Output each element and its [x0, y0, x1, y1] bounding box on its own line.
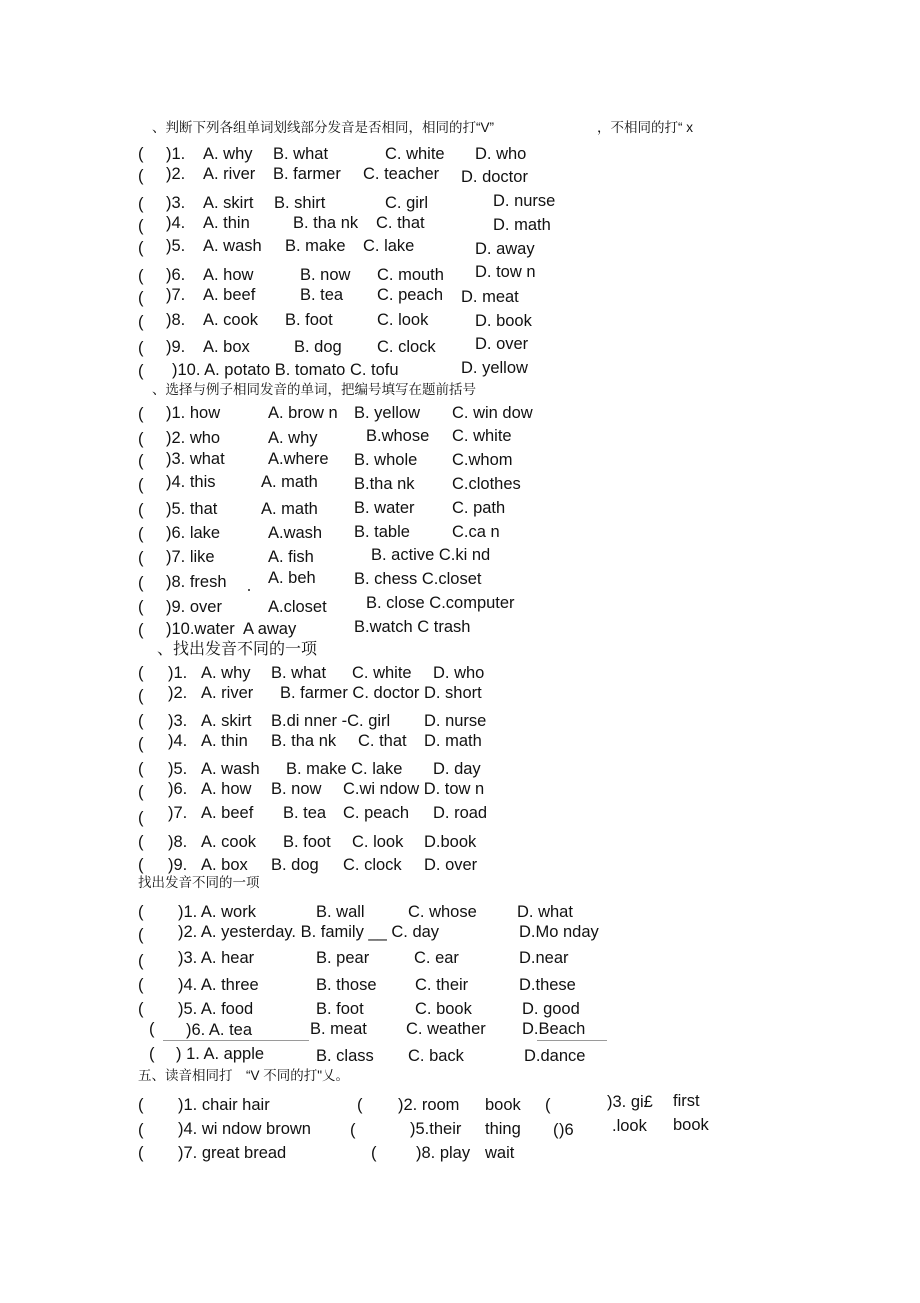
item-words: )2. room	[398, 1096, 460, 1114]
option-a: A. how	[203, 266, 254, 284]
item-words: )3. gi£	[607, 1093, 653, 1111]
answer-bracket[interactable]: (	[138, 549, 144, 567]
option-a: A. why	[201, 664, 251, 682]
option-a: A. brow n	[268, 404, 338, 422]
question-word: )4. this	[166, 473, 216, 491]
answer-bracket[interactable]: (	[138, 664, 144, 682]
question-word: )2. who	[166, 429, 221, 447]
answer-bracket[interactable]: (	[138, 339, 144, 357]
option-a: A. box	[201, 856, 248, 874]
option-b: B. meat	[310, 1020, 367, 1038]
option-c: C. win dow	[452, 404, 533, 422]
question-number: )5.	[166, 237, 186, 255]
option-b: B. yellow	[354, 404, 421, 422]
option-d: D. day	[433, 760, 481, 778]
option-a: A. wash	[201, 760, 260, 778]
option-c: C. weather	[406, 1020, 486, 1038]
answer-bracket[interactable]: (	[138, 598, 144, 616]
option-d: D.book	[424, 833, 477, 851]
option-c: C. that	[358, 732, 407, 750]
option-c: C. back	[408, 1047, 464, 1065]
answer-bracket[interactable]: (	[138, 525, 144, 543]
option-c: C. teacher	[363, 165, 440, 183]
option-d: D. who	[433, 664, 485, 682]
answer-bracket[interactable]: (	[138, 195, 144, 213]
option-a: A. beh	[268, 569, 316, 587]
underline	[163, 1040, 309, 1041]
option-c: C. whose	[408, 903, 477, 921]
option-d: D. nurse	[493, 192, 556, 210]
option-c: C. book	[415, 1000, 472, 1018]
answer-bracket[interactable]: (	[138, 145, 144, 163]
option-b: B. table	[354, 523, 410, 541]
question-number: )6.	[168, 780, 188, 798]
underline	[537, 1040, 607, 1041]
item-word: book	[673, 1116, 709, 1134]
option-b: B. tea	[300, 286, 344, 304]
question-number: )1.	[166, 145, 186, 163]
answer-bracket[interactable]: (	[138, 313, 144, 331]
option-c: C. clock	[343, 856, 402, 874]
question-word: )6. lake	[166, 524, 221, 542]
option-a: A.closet	[268, 598, 327, 616]
option-a: A. skirt	[201, 712, 252, 730]
option-c: C. white	[385, 145, 445, 163]
option-d: D. yellow	[461, 359, 528, 377]
answer-bracket[interactable]: (	[138, 452, 144, 470]
options-bc: B.di nner -C. girl	[271, 712, 391, 730]
option-c: C. mouth	[377, 266, 444, 284]
answer-bracket[interactable]: (	[138, 687, 144, 705]
question-with-a: )5. A. food	[178, 1000, 254, 1018]
option-a: A. cook	[203, 311, 259, 329]
option-a: A. why	[268, 429, 318, 447]
option-b: B. pear	[316, 949, 370, 967]
question-number: )2.	[166, 165, 186, 183]
option-b: B. foot	[283, 833, 331, 851]
option-b: B. what	[273, 145, 329, 163]
answer-bracket[interactable]: (	[138, 903, 144, 921]
answer-bracket[interactable]: (	[138, 1096, 144, 1114]
options-cd: C.wi ndow D. tow n	[343, 780, 485, 798]
section-3-title: 、找出发音不同的一项	[157, 641, 318, 658]
question-text: )10. A. potato B. tomato C. tofu	[172, 361, 399, 379]
option-a: A. river	[203, 165, 256, 183]
answer-bracket[interactable]: (	[149, 1045, 155, 1063]
option-d: D. math	[424, 732, 482, 750]
option-c: C. peach	[377, 286, 444, 304]
option-b: B. now	[300, 266, 351, 284]
answer-bracket[interactable]: (	[138, 167, 144, 185]
question-with-a: ) 1. A. apple	[176, 1045, 265, 1063]
answer-bracket[interactable]: (	[553, 1121, 559, 1139]
answer-bracket[interactable]: (	[138, 735, 144, 753]
options-bc: B. close C.computer	[366, 594, 515, 612]
option-d: D. away	[475, 240, 535, 258]
option-a: A. wash	[203, 237, 262, 255]
options-bc: B. make C. lake	[286, 760, 403, 778]
item-word: thing	[485, 1120, 521, 1138]
answer-bracket[interactable]: (	[138, 1000, 144, 1018]
answer-bracket[interactable]: (	[138, 217, 144, 235]
question-number: )3.	[168, 712, 188, 730]
question-with-a: )1. A. work	[178, 903, 256, 921]
section-5-title: 五、读音相同打 “V 不同的打"乂。	[138, 1068, 350, 1083]
option-a: A. math	[261, 500, 318, 518]
option-d: D.Mo nday	[519, 923, 599, 941]
item-words: )1. chair hair	[178, 1096, 270, 1114]
question-word: )9. over	[166, 598, 222, 616]
option-b: B. wall	[316, 903, 365, 921]
item-words: )6	[559, 1121, 574, 1139]
option-d: D.these	[519, 976, 576, 994]
option-a: A. how	[201, 780, 252, 798]
item-word: wait	[485, 1144, 515, 1162]
option-c: C. clock	[377, 338, 436, 356]
section-1-title-tail: ，不相同的打“ x	[597, 120, 693, 135]
answer-bracket[interactable]: (	[149, 1020, 155, 1038]
options-bc: B. chess C.closet	[354, 570, 482, 588]
option-c: C. lake	[363, 237, 415, 255]
option-d: D. over	[424, 856, 478, 874]
option-b: B. tea	[283, 804, 327, 822]
option-b: B. class	[316, 1047, 374, 1065]
option-a: A. skirt	[203, 194, 254, 212]
answer-bracket[interactable]: (	[138, 1144, 144, 1162]
option-c: C.clothes	[452, 475, 521, 493]
section-4-title: 找出发音不同的一项	[138, 875, 260, 890]
option-d: D. math	[493, 216, 551, 234]
option-b: B.whose	[366, 427, 430, 445]
option-d: D.near	[519, 949, 569, 967]
option-a: A. thin	[203, 214, 250, 232]
option-b: B. foot	[316, 1000, 364, 1018]
question-number: )5.	[168, 760, 188, 778]
answer-bracket[interactable]: (	[138, 267, 144, 285]
option-d: D. good	[522, 1000, 580, 1018]
option-a: A.where	[268, 450, 329, 468]
option-b: B. farmer	[273, 165, 341, 183]
option-a: A. thin	[201, 732, 248, 750]
item-words: )4. wi ndow brown	[178, 1120, 311, 1138]
option-c: C. white	[352, 664, 412, 682]
answer-bracket[interactable]: (	[138, 976, 144, 994]
question-with-a: )6. A. tea	[186, 1021, 253, 1039]
option-a: A. math	[261, 473, 318, 491]
option-c: C. their	[415, 976, 469, 994]
option-d: D. meat	[461, 288, 519, 306]
question-with-a: )3. A. hear	[178, 949, 255, 967]
question-number: )4.	[168, 732, 188, 750]
answer-bracket[interactable]: (	[138, 809, 144, 827]
question-with-a: )4. A. three	[178, 976, 259, 994]
item-words: )5.their	[410, 1120, 462, 1138]
answer-bracket[interactable]: (	[138, 1121, 144, 1139]
option-c: C. white	[452, 427, 512, 445]
answer-bracket[interactable]: (	[138, 501, 144, 519]
question-word: )5. that	[166, 500, 218, 518]
option-b: B. make	[285, 237, 346, 255]
option-a: A. beef	[203, 286, 256, 304]
item-word: .look	[612, 1117, 647, 1135]
answer-bracket[interactable]: (	[357, 1096, 363, 1114]
question-number: )9.	[166, 338, 186, 356]
options-bcd: B. farmer C. doctor D. short	[280, 684, 482, 702]
question-number: )2.	[168, 684, 188, 702]
option-a: A. beef	[201, 804, 254, 822]
answer-bracket[interactable]: (	[138, 574, 144, 592]
option-c: C. look	[377, 311, 429, 329]
option-b: B. tha nk	[293, 214, 359, 232]
option-a: A. fish	[268, 548, 314, 566]
options-bc: B.watch C trash	[354, 618, 471, 636]
option-a: A. box	[203, 338, 250, 356]
question-word: )7. like	[166, 548, 215, 566]
option-b: B. shirt	[274, 194, 326, 212]
question-number: )8.	[168, 833, 188, 851]
option-d: D. road	[433, 804, 488, 822]
option-b: B. tha nk	[271, 732, 337, 750]
option-c: C. that	[376, 214, 425, 232]
option-a: A. river	[201, 684, 254, 702]
option-b: B. whole	[354, 451, 418, 469]
question-word: )3. what	[166, 450, 225, 468]
option-b: B. now	[271, 780, 322, 798]
answer-bracket[interactable]: (	[371, 1144, 377, 1162]
item-words: )7. great bread	[178, 1144, 287, 1162]
question-number: )7.	[166, 286, 186, 304]
item-word: book	[485, 1096, 521, 1114]
question-number: )7.	[168, 804, 188, 822]
question-with-abc: )2. A. yesterday. B. family __ C. day	[178, 923, 440, 941]
section-2-title: 、选择与例子相同发音的单词，把编号填写在题前括号	[152, 382, 476, 397]
answer-bracket[interactable]: (	[545, 1096, 551, 1114]
item-word: first	[673, 1092, 700, 1110]
option-c: C. path	[452, 499, 506, 517]
question-number: )9.	[168, 856, 188, 874]
option-d: D. who	[475, 145, 527, 163]
option-b: B. dog	[294, 338, 342, 356]
answer-bracket[interactable]: (	[138, 783, 144, 801]
option-d: D. over	[475, 335, 529, 353]
answer-bracket[interactable]: (	[138, 239, 144, 257]
option-b: B. dog	[271, 856, 319, 874]
option-d: D. book	[475, 312, 532, 330]
option-c: C. ear	[414, 949, 459, 967]
option-d: D.Beach	[522, 1020, 586, 1038]
answer-bracket[interactable]: (	[138, 621, 144, 639]
option-b: B.tha nk	[354, 475, 415, 493]
section-1-title: 、判断下列各组单词划线部分发音是否相同，相同的打“V”	[152, 120, 494, 135]
answer-bracket[interactable]: (	[138, 476, 144, 494]
option-d: D. what	[517, 903, 573, 921]
question-number: )1.	[168, 664, 188, 682]
answer-bracket[interactable]: (	[138, 430, 144, 448]
question-number: )3.	[166, 194, 186, 212]
option-a: A. why	[203, 145, 253, 163]
option-d: D.dance	[524, 1047, 586, 1065]
question-word: )8. fresh	[166, 573, 227, 591]
option-c: C. girl	[385, 194, 429, 212]
option-a: A. cook	[201, 833, 257, 851]
option-d: D. tow n	[475, 263, 536, 281]
option-b: B. what	[271, 664, 327, 682]
item-words: )8. play	[416, 1144, 471, 1162]
option-c: C. look	[352, 833, 404, 851]
option-c: C.whom	[452, 451, 513, 469]
option-d: D. doctor	[461, 168, 528, 186]
question-number: )4.	[166, 214, 186, 232]
answer-bracket[interactable]: (	[138, 712, 144, 730]
option-c: C. peach	[343, 804, 410, 822]
question-number: )6.	[166, 266, 186, 284]
answer-bracket[interactable]: (	[138, 856, 144, 874]
answer-bracket[interactable]: (	[138, 362, 144, 380]
option-c: C.ca n	[452, 523, 500, 541]
option-d: D. nurse	[424, 712, 487, 730]
answer-bracket[interactable]: (	[138, 405, 144, 423]
option-b: B. those	[316, 976, 377, 994]
question-word: )10.water A away	[166, 620, 297, 638]
answer-bracket[interactable]: (	[138, 833, 144, 851]
answer-bracket[interactable]: (	[350, 1121, 356, 1139]
question-number: )8.	[166, 311, 186, 329]
option-a: A.wash	[268, 524, 323, 542]
options-bc: B. active C.ki nd	[371, 546, 491, 564]
answer-bracket[interactable]: (	[138, 952, 144, 970]
option-b: B. water	[354, 499, 415, 517]
option-b: B. foot	[285, 311, 333, 329]
question-word: )1. how	[166, 404, 221, 422]
answer-bracket[interactable]: (	[138, 760, 144, 778]
answer-bracket[interactable]: (	[138, 926, 144, 944]
answer-bracket[interactable]: (	[138, 289, 144, 307]
